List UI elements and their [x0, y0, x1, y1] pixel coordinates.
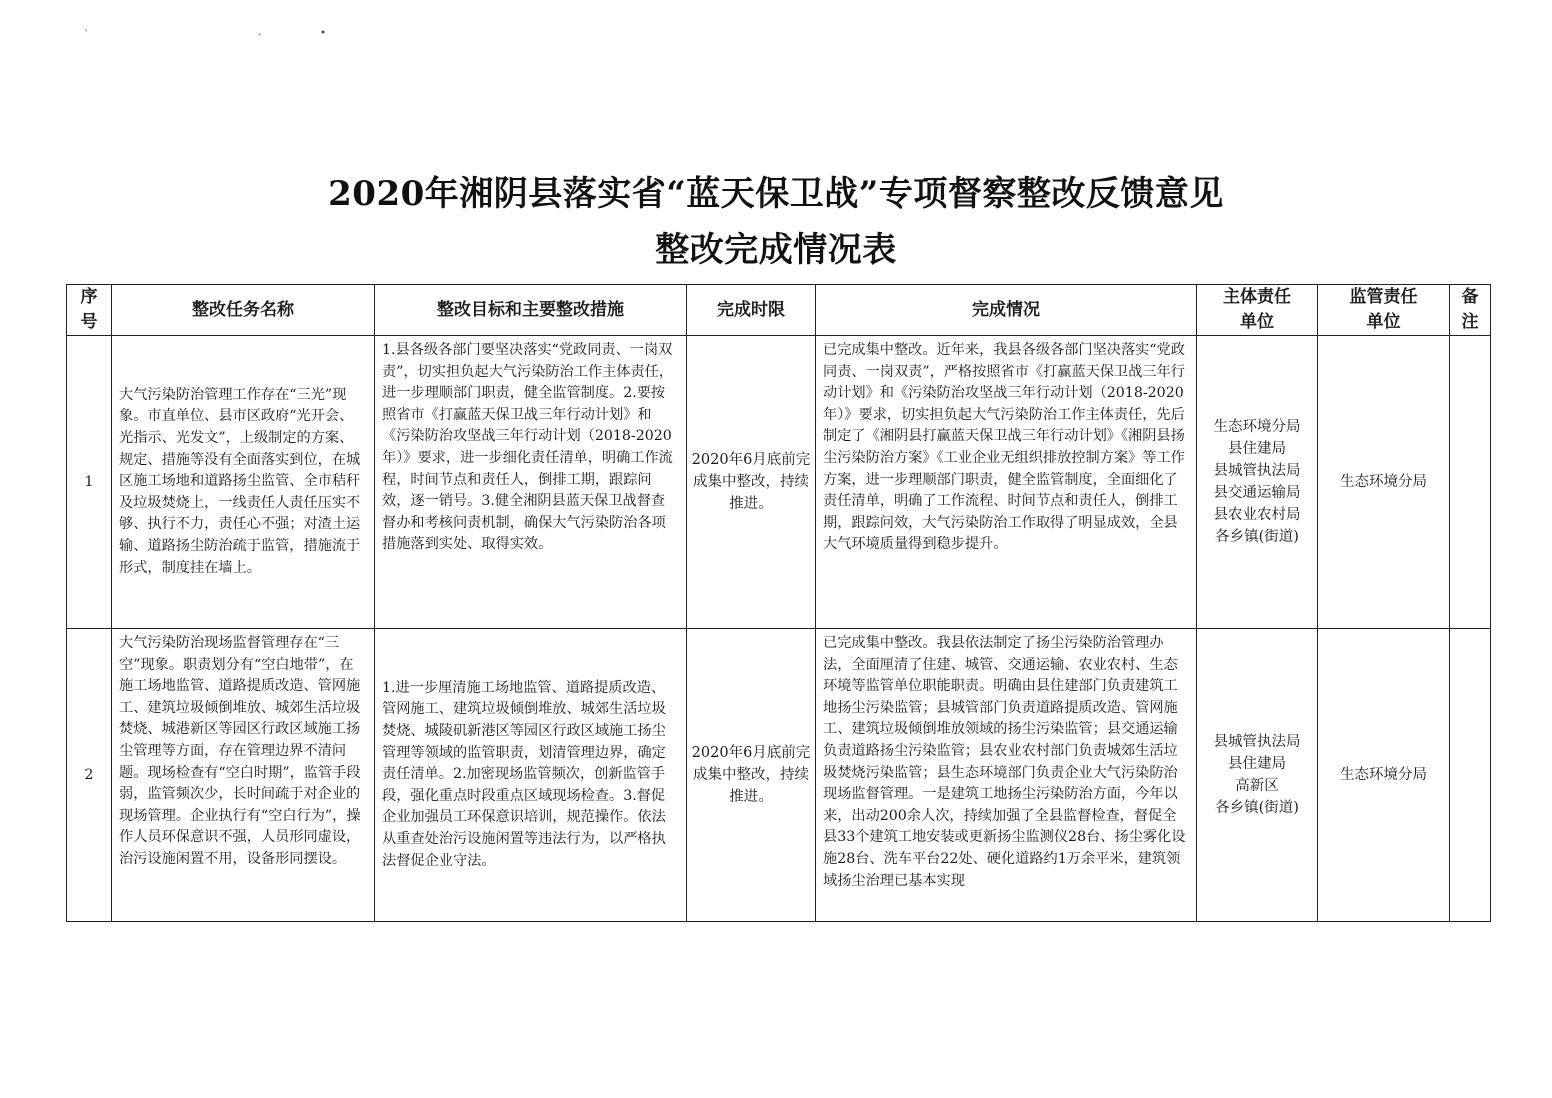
table-row — [67, 629, 1491, 922]
scan-speck: · — [258, 30, 262, 41]
header-deadline: 完成时限 — [687, 285, 816, 336]
row-status — [816, 336, 1197, 629]
row-remarks — [1450, 629, 1491, 922]
responsible-unit: 县城管执法局 — [1213, 463, 1301, 479]
row-measures-text: 1.进一步厘清施工场地监管、道路提质改造、管网施工、建筑垃圾倾倒堆放、城郊生活垃圾焚烧、城陵矶新港区等园区行政区域施工扬尘管理等领域的监管职责，划清管理边界，确定责任清单。2.加密现场监管频次，创新监管手段，强化重点时段重点区域现场检查。3.督促企业加强员工环保意识培训，规范操作。依法从重查处治污设施闲置等违法行为，以严格执法督促企业守法。 — [382, 679, 666, 869]
row-supervisor-text: 生态环境分局 — [1340, 767, 1427, 783]
scan-speck: ˋ — [84, 30, 89, 41]
responsible-unit: 高新区 — [1235, 778, 1279, 794]
responsible-unit: 各乡镇(街道) — [1215, 800, 1299, 816]
row-task — [112, 629, 375, 922]
row-status-text: 已完成集中整改。我县依法制定了扬尘污染防治管理办法，全面厘清了住建、城管、交通运输、农业农村、生态环境等监管单位职能职责。明确由县住建部门负责建筑工地扬尘污染监管；县城管部门负责道路提质改造、管网施工、建筑垃圾倾倒堆放领域的扬尘污染监管；县交通运输负责道路扬尘污染监管；县农业农村部门负责城郊生活垃圾焚烧污染监管；县生态环境部门负责企业大气污染防治现场监督管理。一是建筑工地扬尘污染防治方面，今年以来，出动200余人次，持续加强了全县监督检查，督促全县33个建筑工地安装或更新扬尘监测仪28台、扬尘雾化设施28台、洗车平台22处、硬化道路约1万余平米，建筑领域扬尘治理已基本实现 — [823, 635, 1186, 889]
responsible-unit: 县交通运输局 — [1213, 485, 1301, 501]
row-measures-text: 1.县各级各部门要坚决落实“党政同责、一岗双责”，切实担负起大气污染防治工作主体责任，进一步理顺部门职责，健全监管制度。2.要按照省市《打赢蓝天保卫战三年行动计划》和《污染防治攻坚战三年行动计划（2018-2020年）》要求，进一步细化责任清单，明确工作流程，时间节点和责任人，倒排工期，跟踪问效，逐一销号。3.健全湘阴县蓝天保卫战督查督办和考核问责机制，确保大气污染防治各项措施落到实处、取得实效。 — [382, 342, 674, 553]
header-seq: 序号 — [67, 285, 112, 336]
header-remarks: 备注 — [1450, 285, 1491, 336]
responsible-unit: 县住建局 — [1228, 756, 1286, 772]
row-supervisor-text: 生态环境分局 — [1340, 474, 1427, 490]
table-row — [67, 336, 1491, 629]
header-row — [67, 285, 1491, 336]
row-task-text: 大气污染防治管理工作存在“三光”现象。市直单位、县市区政府“光开会、光指示、光发文”，上级制定的方案、规定、措施等没有全面落实到位，在城区施工场地和道路扬尘监管、全市秸秆及垃圾焚烧上，一线责任人责任压实不够、执行不力，责任心不强；对渣土运输、道路扬尘防治疏于监管，措施流于形式，制度挂在墙上。 — [119, 386, 361, 576]
row-status-text: 已完成集中整改。近年来，我县各级各部门坚决落实“党政同责、一岗双责”，严格按照省市《打赢蓝天保卫战三年行动计划》和《污染防治攻坚战三年行动计划（2018-2020年）》要求，切实担负起大气污染防治工作主体责任，先后制定了《湘阴县打赢蓝天保卫战三年行动计划》《湘阴县扬尘污染防治方案》《工业企业无组织排放控制方案》等工作方案，进一步理顺部门职责，健全监管制度，全面细化了责任清单，明确了工作流程、时间节点和责任人，倒排工期，跟踪问效，大气污染防治工作取得了明显成效，全县大气环境质量得到稳步提升。 — [823, 342, 1185, 553]
scan-speck: • — [320, 28, 326, 39]
row-status — [816, 629, 1197, 922]
row-seq: 2 — [67, 629, 112, 922]
row-deadline — [687, 629, 816, 922]
document-title-line1: 2020年湘阴县落实省“蓝天保卫战”专项督察整改反馈意见 — [328, 174, 1224, 214]
row-task-text: 大气污染防治现场监督管理存在“三空”现象。职责划分有“空白地带”，在施工场地监管、道路提质改造、管网施工、建筑垃圾倾倒堆放、城郊生活垃圾焚烧、城港新区等园区行政区域施工扬尘管理等方面，存在管理边界不清问题。现场检查有“空白时期”，监管手段弱，监管频次少，长时间疏于对企业的现场管理。企业执行有“空白行为”，操作人员环保意识不强，人员形同虚设，治污设施闲置不用，设备形同摆设。 — [119, 635, 361, 867]
row-remarks — [1450, 336, 1491, 629]
responsible-unit: 各乡镇(街道) — [1215, 529, 1299, 545]
responsible-unit: 县城管执法局 — [1213, 734, 1301, 750]
row-seq: 1 — [67, 336, 112, 629]
header-status: 完成情况 — [816, 285, 1197, 336]
row-responsible — [1197, 629, 1318, 922]
header-task: 整改任务名称 — [112, 285, 375, 336]
header-responsible: 主体责任单位 — [1197, 285, 1318, 336]
row-supervisor — [1318, 629, 1450, 922]
rectification-table — [66, 284, 1491, 922]
row-supervisor — [1318, 336, 1450, 629]
header-measures: 整改目标和主要整改措施 — [375, 285, 687, 336]
responsible-unit: 生态环境分局 — [1213, 419, 1301, 435]
row-responsible — [1197, 336, 1318, 629]
responsible-unit: 县农业农村局 — [1213, 507, 1301, 523]
row-deadline-text: 2020年6月底前完成集中整改，持续推进。 — [691, 452, 811, 512]
row-deadline-text: 2020年6月底前完成集中整改，持续推进。 — [691, 745, 811, 805]
row-measures — [375, 629, 687, 922]
row-measures — [375, 336, 687, 629]
document-title-line2: 整改完成情况表 — [655, 230, 897, 270]
responsible-unit: 县住建局 — [1228, 441, 1286, 457]
header-supervisor: 监管责任单位 — [1318, 285, 1450, 336]
row-deadline — [687, 336, 816, 629]
row-task — [112, 336, 375, 629]
